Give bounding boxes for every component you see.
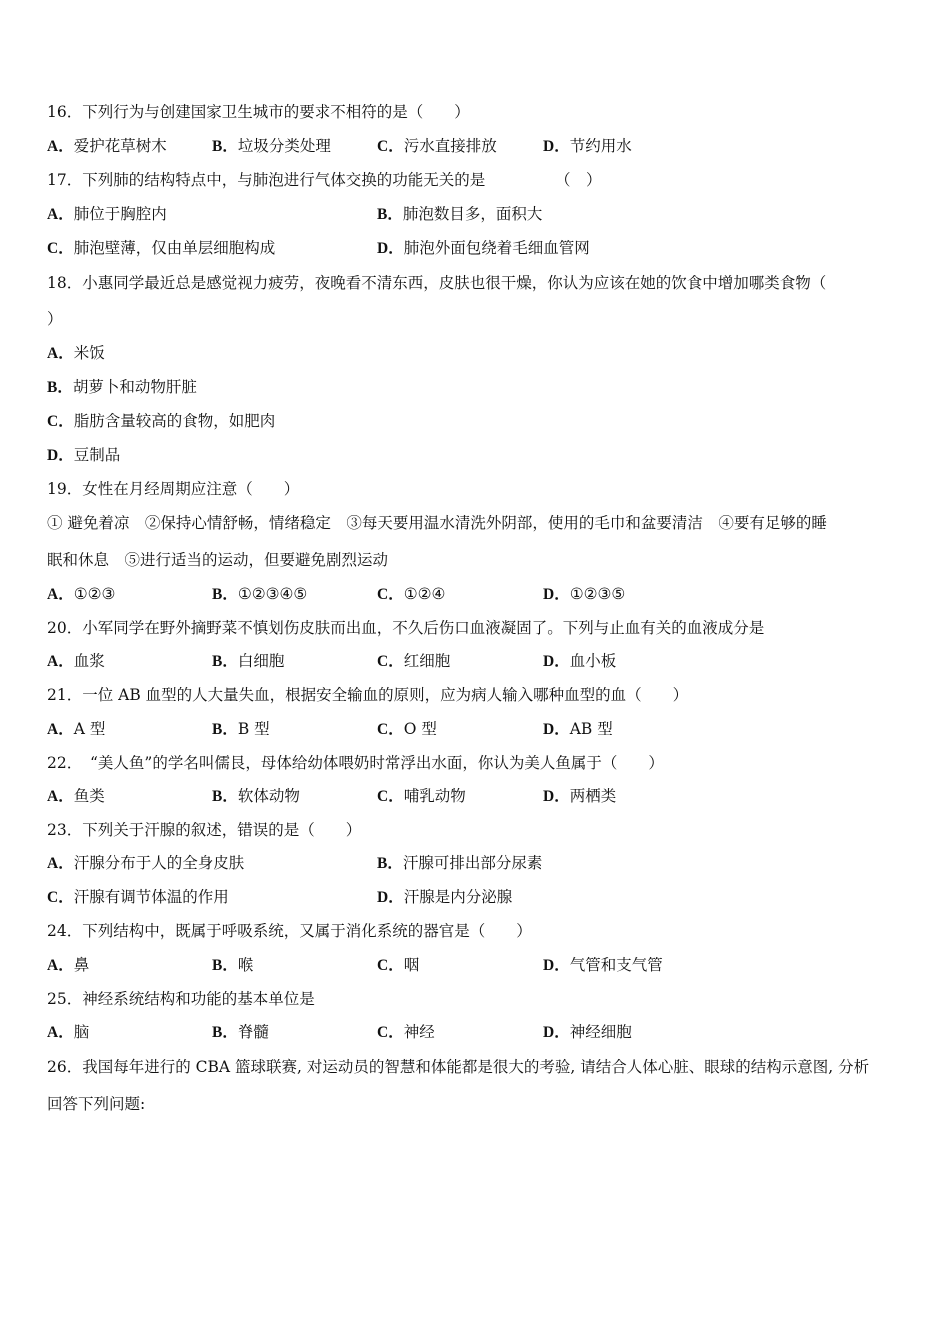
option-label: A． bbox=[47, 653, 74, 670]
option-text: 白细胞 bbox=[237, 652, 285, 670]
option-label: B． bbox=[377, 206, 403, 223]
option-text: 咽 bbox=[403, 956, 420, 974]
question-23-option-a bbox=[47, 853, 244, 874]
option-text: ①②④ bbox=[403, 585, 446, 603]
question-24-option-c bbox=[377, 955, 419, 976]
question-17-option-d bbox=[377, 238, 590, 259]
option-label: D． bbox=[543, 788, 570, 805]
question-21-option-d bbox=[543, 719, 613, 740]
option-text: 米饭 bbox=[73, 344, 105, 362]
question-18-option-c bbox=[47, 411, 275, 432]
option-label: A． bbox=[47, 206, 74, 223]
option-text: 爱护花草树木 bbox=[73, 137, 167, 155]
option-text: A 型 bbox=[73, 720, 106, 738]
question-24-stem: 24．下列结构中，既属于呼吸系统，又属于消化系统的器官是（ ） bbox=[47, 922, 532, 940]
question-25-option-b bbox=[212, 1022, 269, 1043]
question-19-stem: 19．女性在月经周期应注意（ ） bbox=[47, 480, 300, 498]
question-23-option-c bbox=[47, 887, 229, 908]
option-label: A． bbox=[47, 957, 74, 974]
option-label: C． bbox=[377, 653, 404, 670]
question-19-option-d bbox=[543, 584, 625, 605]
option-label: A． bbox=[47, 586, 74, 603]
option-label: C． bbox=[377, 586, 404, 603]
option-label: A． bbox=[47, 1024, 74, 1041]
question-16-option-b bbox=[212, 136, 331, 157]
question-22-option-b bbox=[212, 786, 300, 807]
question-18-stem: 18．小惠同学最近总是感觉视力疲劳，夜晚看不清东西，皮肤也很干燥，你认为应该在她的饮食中增加哪类食物（ bbox=[47, 274, 827, 292]
option-label: A． bbox=[47, 138, 74, 155]
question-25-option-c bbox=[377, 1022, 435, 1043]
option-label: B． bbox=[377, 855, 403, 872]
option-text: 鱼类 bbox=[73, 787, 105, 805]
option-text: 两栖类 bbox=[569, 787, 617, 805]
question-20-stem: 20．小军同学在野外摘野菜不慎划伤皮肤而出血，不久后伤口血液凝固了。下列与止血有关的血液成分是 bbox=[47, 619, 765, 637]
question-16-option-a bbox=[47, 136, 167, 157]
option-label: B． bbox=[212, 957, 238, 974]
question-26-stem-continued: 回答下列问题: bbox=[47, 1095, 146, 1113]
option-label: D． bbox=[377, 889, 404, 906]
option-text: 汗腺可排出部分尿素 bbox=[402, 854, 543, 872]
question-21-stem: 21．一位 AB 血型的人大量失血，根据安全输血的原则，应为病人输入哪种血型的血（ ） bbox=[47, 686, 689, 704]
option-text: 节约用水 bbox=[569, 137, 632, 155]
option-label: A． bbox=[47, 721, 74, 738]
option-text: 血浆 bbox=[73, 652, 105, 670]
question-25-option-d bbox=[543, 1022, 632, 1043]
question-18-option-b bbox=[47, 377, 197, 398]
option-text: 肺泡外面包绕着毛细血管网 bbox=[403, 239, 590, 257]
option-text: 垃圾分类处理 bbox=[237, 137, 331, 155]
option-label: D． bbox=[47, 447, 74, 464]
option-label: C． bbox=[47, 413, 74, 430]
question-22-option-a bbox=[47, 786, 105, 807]
option-text: 气管和支气管 bbox=[569, 956, 663, 974]
option-text: 汗腺有调节体温的作用 bbox=[73, 888, 229, 906]
option-label: B． bbox=[212, 138, 238, 155]
option-label: B． bbox=[212, 653, 238, 670]
option-text: 汗腺分布于人的全身皮肤 bbox=[73, 854, 245, 872]
question-16-option-c bbox=[377, 136, 497, 157]
question-20-option-d bbox=[543, 651, 616, 672]
question-22-option-d bbox=[543, 786, 616, 807]
option-label: C． bbox=[377, 721, 404, 738]
option-text: 豆制品 bbox=[73, 446, 121, 464]
question-17-option-b bbox=[377, 204, 542, 225]
question-24-option-b bbox=[212, 955, 253, 976]
question-17-option-a bbox=[47, 204, 167, 225]
question-21-option-b bbox=[212, 719, 270, 740]
question-20-option-b bbox=[212, 651, 284, 672]
option-text: 神经 bbox=[403, 1023, 435, 1041]
question-23-option-d bbox=[377, 887, 512, 908]
option-text: 哺乳动物 bbox=[403, 787, 466, 805]
question-21-option-a bbox=[47, 719, 105, 740]
question-16-stem: 16．下列行为与创建国家卫生城市的要求不相符的是（ ） bbox=[47, 103, 470, 121]
option-text: 软体动物 bbox=[237, 787, 300, 805]
option-text: 脑 bbox=[73, 1023, 90, 1041]
question-20-option-c bbox=[377, 651, 450, 672]
question-21-option-c bbox=[377, 719, 437, 740]
question-24-option-d bbox=[543, 955, 663, 976]
option-text: O 型 bbox=[403, 720, 437, 738]
question-25-stem: 25．神经系统结构和功能的基本单位是 bbox=[47, 990, 315, 1008]
option-label: C． bbox=[377, 1024, 404, 1041]
option-label: C． bbox=[377, 138, 404, 155]
option-text: 肺位于胸腔内 bbox=[73, 205, 167, 223]
option-label: B． bbox=[47, 379, 73, 396]
question-17-option-c bbox=[47, 238, 275, 259]
question-19-option-b bbox=[212, 584, 307, 605]
question-26-stem: 26．我国每年进行的 CBA 篮球联赛, 对运动员的智慧和体能都是很大的考验, 请结合人体心脏、眼球的结构示意图, 分析 bbox=[47, 1058, 870, 1076]
option-text: 汗腺是内分泌腺 bbox=[403, 888, 513, 906]
option-text: 脂肪含量较高的食物，如肥肉 bbox=[73, 412, 276, 430]
option-text: ①②③ bbox=[73, 585, 116, 603]
option-text: 鼻 bbox=[73, 956, 90, 974]
option-text: 污水直接排放 bbox=[403, 137, 497, 155]
question-23-option-b bbox=[377, 853, 542, 874]
option-text: 脊髓 bbox=[237, 1023, 269, 1041]
option-label: C． bbox=[47, 240, 74, 257]
option-label: B． bbox=[212, 788, 238, 805]
option-label: D． bbox=[543, 138, 570, 155]
question-22-option-c bbox=[377, 786, 466, 807]
option-label: A． bbox=[47, 788, 74, 805]
question-19-items: ① 避免着凉 ②保持心情舒畅，情绪稳定 ③每天要用温水清洗外阴部，使用的毛巾和盆要清洁 ④要有足够的睡 bbox=[47, 514, 827, 532]
option-label: D． bbox=[543, 586, 570, 603]
option-text: AB 型 bbox=[569, 720, 613, 738]
option-text: 喉 bbox=[237, 956, 254, 974]
question-18-option-d bbox=[47, 445, 120, 466]
option-text: 红细胞 bbox=[403, 652, 451, 670]
option-label: C． bbox=[47, 889, 74, 906]
option-label: A． bbox=[47, 855, 74, 872]
option-text: B 型 bbox=[237, 720, 270, 738]
question-23-stem: 23．下列关于汗腺的叙述，错误的是（ ） bbox=[47, 821, 362, 839]
option-text: 肺泡数目多，面积大 bbox=[402, 205, 543, 223]
option-label: D． bbox=[543, 653, 570, 670]
option-text: ①②③④⑤ bbox=[237, 585, 308, 603]
option-text: 肺泡壁薄，仅由单层细胞构成 bbox=[73, 239, 276, 257]
question-17-stem: 17．下列肺的结构特点中，与肺泡进行气体交换的功能无关的是 （ ） bbox=[47, 171, 602, 189]
question-22-stem: 22． “美人鱼”的学名叫儒艮，母体给幼体喂奶时常浮出水面，你认为美人鱼属于（ ） bbox=[47, 754, 664, 772]
option-label: A． bbox=[47, 345, 74, 362]
option-text: ①②③⑤ bbox=[569, 585, 626, 603]
question-20-option-a bbox=[47, 651, 105, 672]
option-label: D． bbox=[543, 957, 570, 974]
question-25-option-a bbox=[47, 1022, 89, 1043]
question-19-option-a bbox=[47, 584, 115, 605]
option-text: 神经细胞 bbox=[569, 1023, 632, 1041]
option-text: 胡萝卜和动物肝脏 bbox=[72, 378, 197, 396]
question-19-option-c bbox=[377, 584, 445, 605]
option-label: C． bbox=[377, 957, 404, 974]
option-label: B． bbox=[212, 1024, 238, 1041]
question-24-option-a bbox=[47, 955, 89, 976]
question-19-items-continued: 眠和休息 ⑤进行适当的运动，但要避免剧烈运动 bbox=[47, 551, 389, 569]
question-18-option-a bbox=[47, 343, 105, 364]
option-label: B． bbox=[212, 721, 238, 738]
option-text: 血小板 bbox=[569, 652, 617, 670]
question-18-stem-continued: ） bbox=[47, 310, 63, 328]
option-label: D． bbox=[543, 721, 570, 738]
option-label: B． bbox=[212, 586, 238, 603]
option-label: D． bbox=[543, 1024, 570, 1041]
option-label: D． bbox=[377, 240, 404, 257]
option-label: C． bbox=[377, 788, 404, 805]
question-16-option-d bbox=[543, 136, 632, 157]
